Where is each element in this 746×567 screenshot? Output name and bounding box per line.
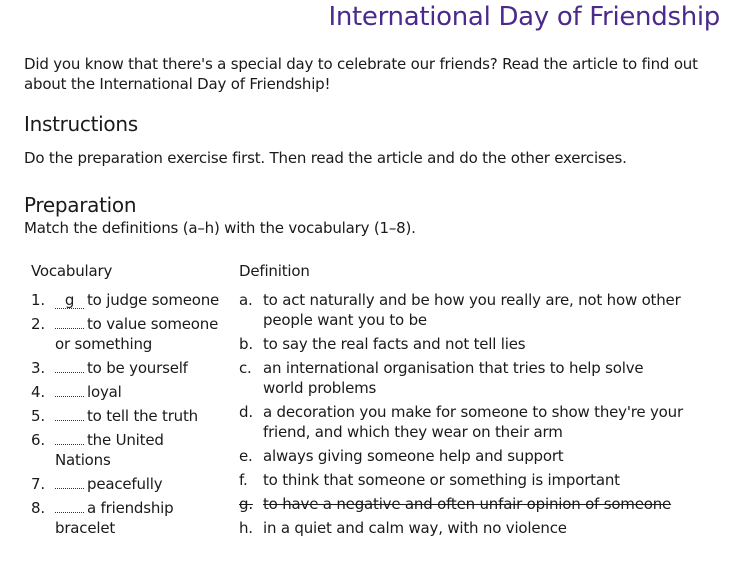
vocab-number: 5. [31,407,45,425]
vocabulary-column-header: Vocabulary [31,262,113,280]
vocab-number: 8. [31,499,45,517]
answer-blank[interactable] [55,420,84,421]
definition-text: to say the real facts and not tell lies [263,335,526,353]
answer-blank[interactable] [55,512,84,513]
definition-letter: c. [239,359,252,377]
definition-letter: h. [239,519,253,537]
definition-letter: d. [239,403,253,421]
definition-text: an international organisation that tries to help solve world problems [263,359,644,397]
answer-blank[interactable] [55,328,84,329]
definition-text: always giving someone help and support [263,447,564,465]
instructions-heading: Instructions [24,112,138,136]
definition-letter: e. [239,447,253,465]
definition-text: in a quiet and calm way, with no violence [263,519,567,537]
vocab-number: 2. [31,315,45,333]
vocab-term: a friendship bracelet [55,499,174,537]
definition-letter: g. [239,495,253,513]
definition-letter: a. [239,291,253,309]
vocab-term: the United Nations [55,431,164,469]
vocab-number: 1. [31,291,45,309]
preparation-heading: Preparation [24,193,137,217]
answer-blank[interactable] [55,396,84,397]
vocab-term: to judge someone [87,291,220,309]
vocab-number: 4. [31,383,45,401]
definition-column-header: Definition [239,262,310,280]
answer-blank[interactable] [55,488,84,489]
answer-blank[interactable]: g [55,292,84,309]
definition-letter: b. [239,335,253,353]
vocab-term: to be yourself [87,359,188,377]
definition-text: to act naturally and be how you really are, not how other people want you to be [263,291,681,329]
page-title: International Day of Friendship [328,2,720,32]
vocab-term: peacefully [87,475,163,493]
vocab-term: to tell the truth [87,407,198,425]
instructions-text: Do the preparation exercise first. Then read the article and do the other exercises. [24,149,627,167]
vocab-term: to value someone or something [55,315,219,353]
vocab-number: 3. [31,359,45,377]
answer-blank[interactable] [55,372,84,373]
definition-letter: f. [239,471,248,489]
vocab-number: 7. [31,475,45,493]
vocab-number: 6. [31,431,45,449]
vocab-term: loyal [87,383,122,401]
preparation-text: Match the definitions (a–h) with the vocabulary (1–8). [24,219,416,237]
definition-text: to have a negative and often unfair opinion of someone [263,495,672,513]
intro-paragraph: Did you know that there's a special day to celebrate our friends? Read the article to find out about the International Day of Friendship! [24,55,698,93]
definition-text: to think that someone or something is important [263,471,620,489]
definition-text: a decoration you make for someone to show they're your friend, and which they wear on their arm [263,403,683,441]
answer-blank[interactable] [55,444,84,445]
